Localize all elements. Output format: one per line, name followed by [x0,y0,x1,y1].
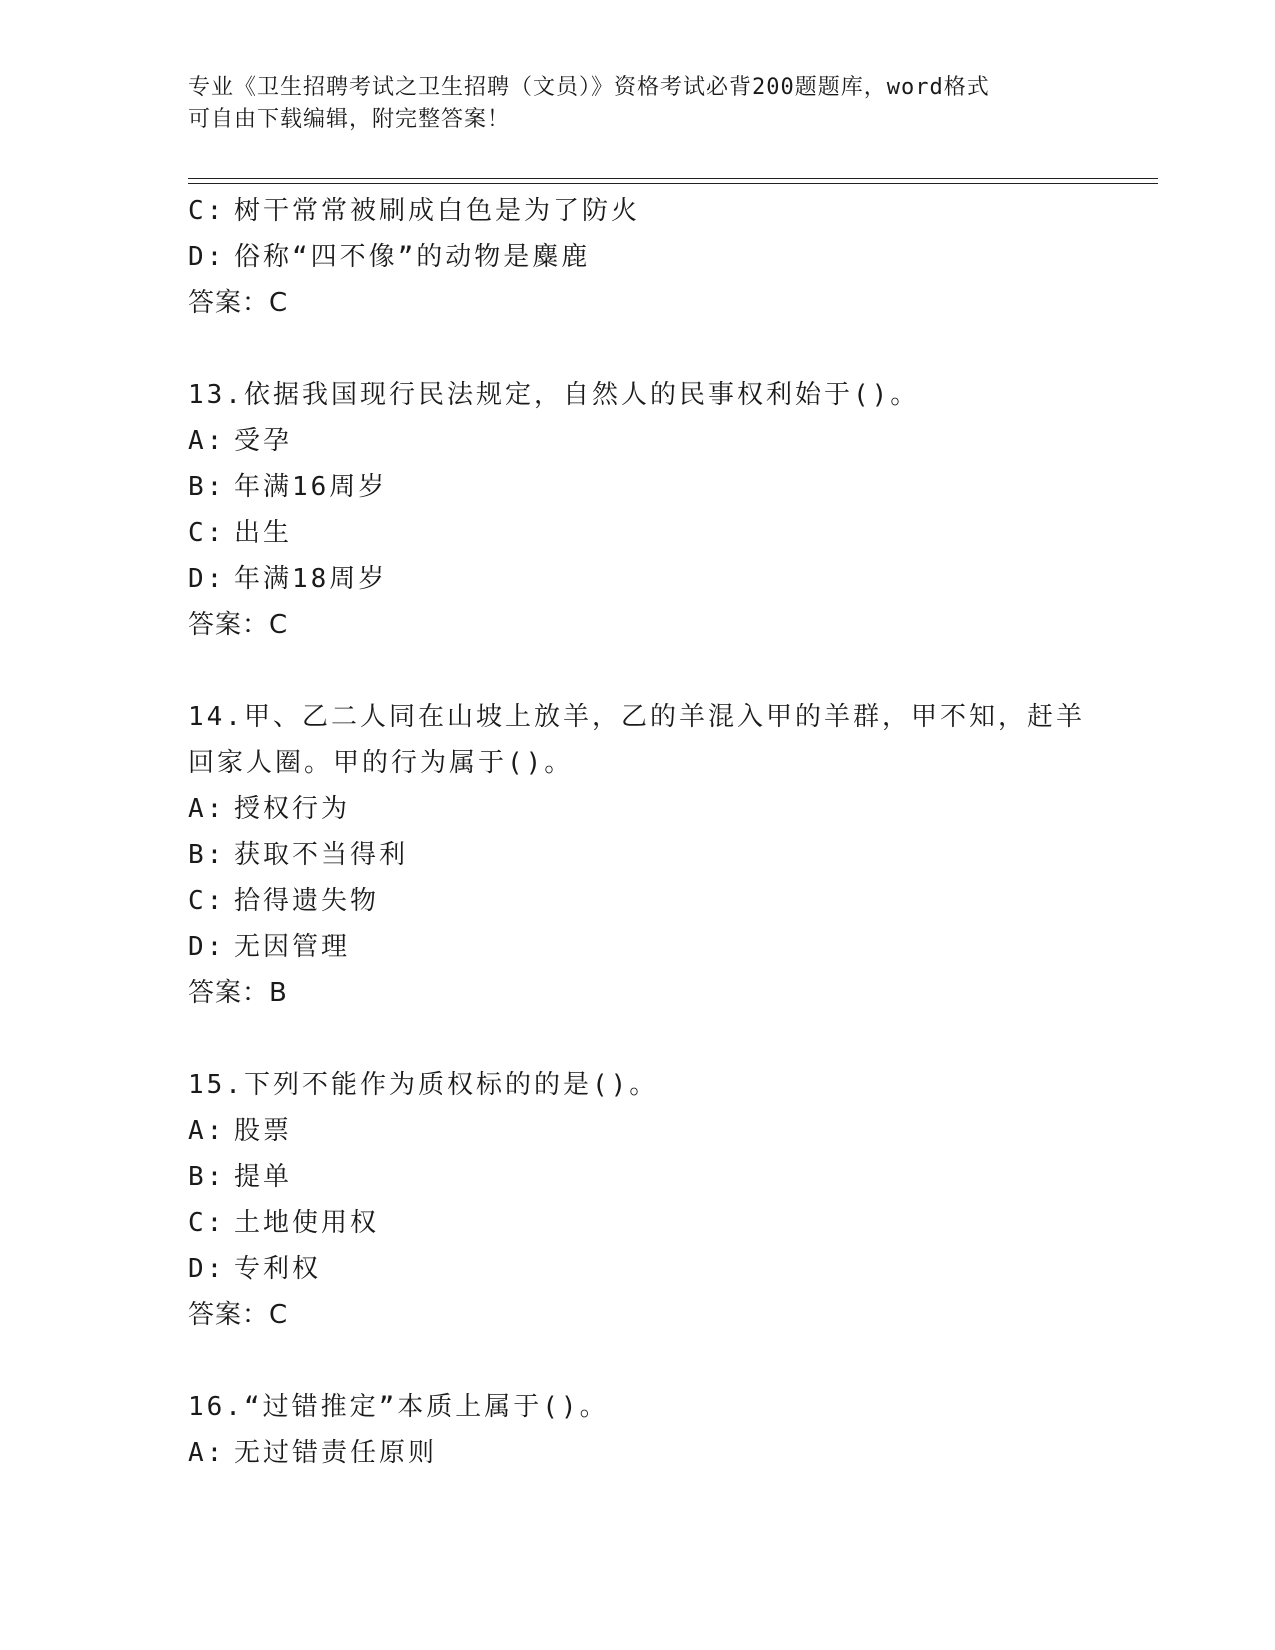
option-c [188,188,1088,234]
option-letter: B: [188,472,226,502]
question-13 [188,372,1088,648]
option-text: 土地使用权 [234,1208,380,1238]
option-letter: D: [188,564,226,594]
option-c [188,1200,1088,1246]
option-d [188,1246,1088,1292]
option-letter: B: [188,840,226,870]
option-letter: B: [188,1162,226,1192]
question-15 [188,1062,1088,1338]
option-b [188,832,1088,878]
document-header [188,72,1068,136]
spacer [188,1338,1088,1384]
header-title-line-2: 可自由下载编辑，附完整答案！ [188,107,511,132]
question-continued [188,188,1088,326]
option-letter: C: [188,518,226,548]
option-letter: C: [188,196,226,226]
option-text: 拾得遗失物 [234,886,380,916]
header-divider-bottom [188,183,1158,184]
spacer [188,1016,1088,1062]
question-stem: 16.“过错推定”本质上属于()。 [188,1392,609,1422]
answer-line: 答案：B [188,978,288,1008]
question-stem: 14.甲、乙二人同在山坡上放羊，乙的羊混入甲的羊群，甲不知，赶羊 [188,702,1085,732]
option-d [188,924,1088,970]
answer-line: 答案：C [188,1300,289,1330]
option-text: 无因管理 [234,932,351,962]
question-stem: 15.下列不能作为质权标的的是()。 [188,1070,659,1100]
option-text: 提单 [234,1162,293,1192]
option-letter: A: [188,1438,226,1468]
option-letter: A: [188,426,226,456]
option-b [188,1154,1088,1200]
option-letter: C: [188,886,226,916]
option-a [188,1430,1088,1476]
question-16 [188,1384,1088,1476]
spacer [188,326,1088,372]
option-text: 出生 [234,518,293,548]
header-divider-top [188,178,1158,179]
option-d [188,556,1088,602]
option-letter: D: [188,242,226,272]
option-letter: A: [188,1116,226,1146]
answer-line: 答案：C [188,288,289,318]
option-c [188,878,1088,924]
option-b [188,464,1088,510]
header-title-line-1: 专业《卫生招聘考试之卫生招聘（文员）》资格考试必背200题题库，word格式 [188,75,990,100]
option-letter: D: [188,1254,226,1284]
option-text: 股票 [234,1116,293,1146]
option-letter: A: [188,794,226,824]
option-letter: D: [188,932,226,962]
option-d [188,234,1088,280]
question-14 [188,694,1088,1016]
option-letter: C: [188,1208,226,1238]
option-text: 年满16周岁 [234,472,388,502]
option-text: 专利权 [234,1254,322,1284]
question-stem-continued: 回家人圈。甲的行为属于()。 [188,748,574,778]
option-a [188,1108,1088,1154]
question-list [188,188,1088,1476]
option-c [188,510,1088,556]
option-a [188,418,1088,464]
option-text: 获取不当得利 [234,840,409,870]
option-text: 无过错责任原则 [234,1438,438,1468]
option-text: 树干常常被刷成白色是为了防火 [234,196,641,226]
option-text: 授权行为 [234,794,351,824]
question-stem: 13.依据我国现行民法规定，自然人的民事权利始于()。 [188,380,920,410]
option-text: 俗称“四不像”的动物是麋鹿 [234,242,591,272]
spacer [188,648,1088,694]
option-a [188,786,1088,832]
option-text: 年满18周岁 [234,564,388,594]
answer-line: 答案：C [188,610,289,640]
option-text: 受孕 [234,426,293,456]
